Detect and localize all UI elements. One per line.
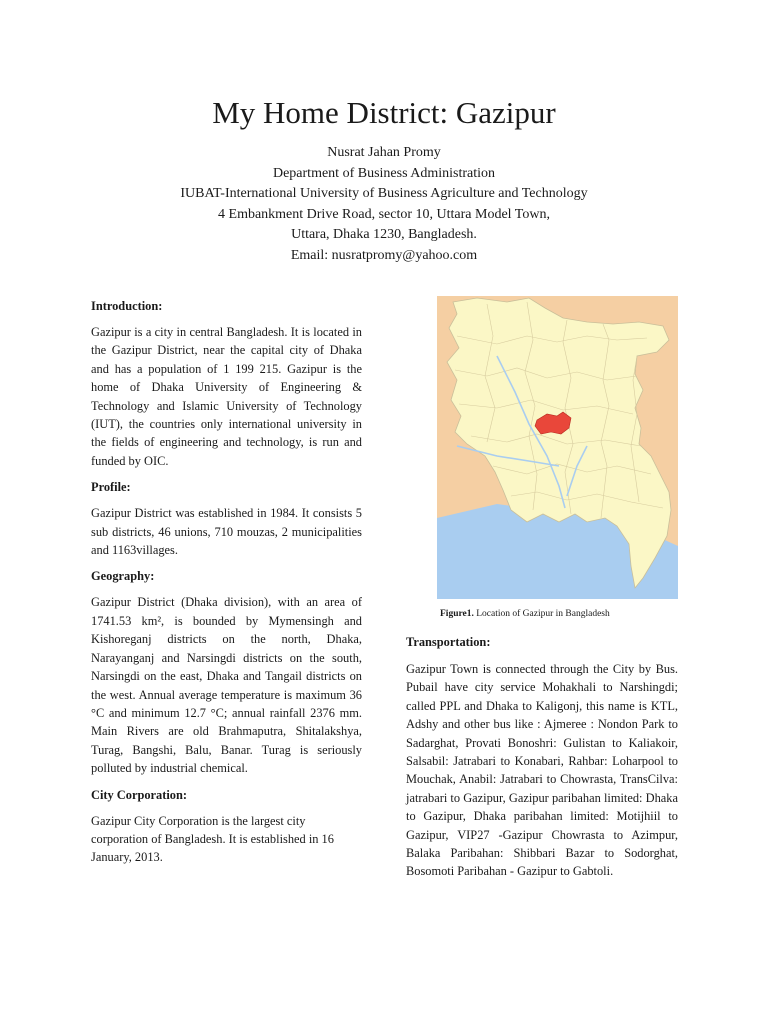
transportation-text: Gazipur Town is connected through the City by Bus. Pubail have city service Mohakhali to Narshingdi; called PPL and Dhaka to Kaligonj, this name is KTL, Adshy and other bus like : Ajmeree : Nondon Park to Sadarghat, Provati Bonoshri: Gulistan to Kaliakoir, Salsabil: Jatrabari to Konabari, Rahbar: Loharpool to Mouchak, Anabil: Jatrabari to Chowrasta, TransCilva: jatrabari to Gazipur, Gazipur paribahan limited: Dhaka to Gazipur, Dhaka paribahan limited: Motijhiil to Gazipur, VIP27 -Gazipur Chowrasta to Azimpur, Balaka Paribahan: Shibbari Bazar to Sodorghat, Bosomoti Paribahan - Gazipur to Gabtoli.: [406, 662, 678, 879]
city-corporation-text: Gazipur City Corporation is the largest city corporation of Bangladesh. It is established in 16 January, 2013.: [91, 813, 334, 865]
bangladesh-map-figure: [437, 296, 678, 599]
page-title: My Home District: Gazipur: [212, 95, 556, 130]
profile-text: Gazipur District was established in 1984. It consists 5 sub districts, 46 unions, 710 mouzas, 2 municipalities and 1163villages.: [91, 506, 362, 558]
figure-caption: [440, 608, 678, 620]
geography-section: [91, 567, 362, 777]
bangladesh-map: [437, 296, 678, 599]
author-block: [0, 143, 768, 267]
geography-text: Gazipur District (Dhaka division), with an area of 1741.53 km², is bounded by Mymensingh and Kishoreganj districts on the north, Dhaka, Narayanganj and Narsingdi districts on the south, Narsingdi on the east, Dhaka and Tangail districts on the west. Annual average temperature is maximum 36 °C and minimum 12.7 °C; annual rainfall 2376 mm. Main Rivers are old Brahmaputra, Shitalakshya, Turag, Bangshi, Balu, Banar. Turag is seriously polluted by industrial chemical.: [91, 595, 362, 776]
profile-section: [91, 478, 362, 559]
right-column: [406, 296, 678, 889]
transportation-section: [406, 633, 678, 881]
author-address-line1: 4 Embankment Drive Road, sector 10, Uttara Model Town,: [218, 206, 550, 222]
author-email[interactable]: Email: nusratpromy@yahoo.com: [290, 247, 478, 263]
introduction-text: Gazipur is a city in central Bangladesh. It is located in the Gazipur District, near the capital city of Dhaka and has a population of 1 199 215. Gazipur is the home of Dhaka University of Engineering & Technology and Islamic University of Technology (IUT), the countries only international university in the fields of engineering and technology, is run and funded by OIC.: [91, 325, 362, 468]
figure-label: Figure1.: [440, 609, 474, 619]
geography-heading: Geography:: [91, 569, 155, 584]
transportation-heading: Transportation:: [406, 635, 491, 649]
profile-heading: Profile:: [91, 480, 131, 495]
author-name: Nusrat Jahan Promy: [327, 145, 441, 160]
city-corporation-section: [91, 786, 362, 867]
left-column: [91, 297, 362, 875]
city-corporation-heading: City Corporation:: [91, 787, 188, 802]
author-department: Department of Business Administration: [272, 165, 496, 181]
figure-caption-text: Location of Gazipur in Bangladesh: [476, 609, 610, 619]
author-address-line2: Uttara, Dhaka 1230, Bangladesh.: [291, 227, 477, 243]
author-institution: IUBAT-International University of Business Agriculture and Technology: [180, 186, 588, 202]
introduction-section: [91, 297, 362, 470]
introduction-heading: Introduction:: [91, 299, 163, 313]
